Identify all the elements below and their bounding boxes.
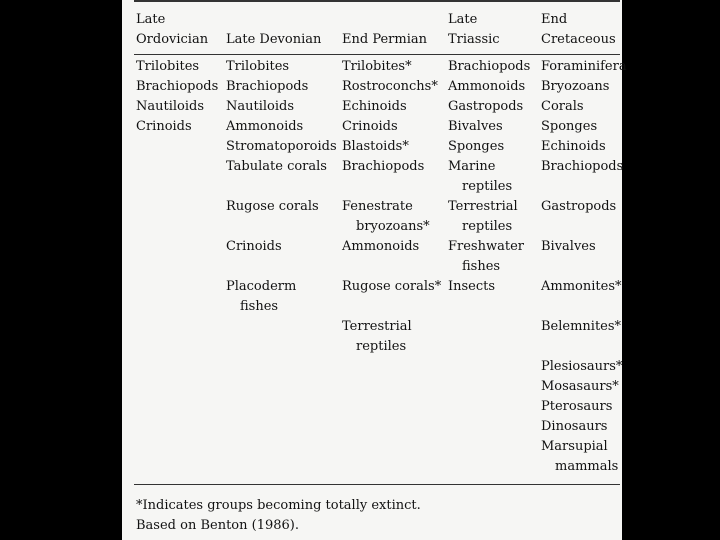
list-item: Marine — [448, 159, 496, 174]
header-line: Late — [136, 12, 166, 27]
list-item: Belemnites* — [541, 319, 622, 334]
spacer — [342, 257, 441, 277]
header-end-cretaceous — [541, 10, 616, 50]
list-item: Insects — [448, 279, 496, 294]
list-item: Pterosaurs — [541, 399, 613, 414]
spacer — [342, 297, 441, 317]
list-item: Crinoids — [342, 119, 398, 134]
table-bottom-rule — [134, 484, 620, 485]
spacer — [541, 337, 627, 357]
spacer — [541, 177, 627, 197]
list-item: Freshwater — [448, 239, 524, 254]
footnote-source: Based on Benton (1986). — [136, 518, 299, 533]
list-item: Gastropods — [448, 99, 524, 114]
list-item: Echinoids — [342, 99, 407, 114]
list-item: Tabulate corals — [226, 159, 327, 174]
list-item: Brachiopods — [342, 159, 425, 174]
list-item: Gastropods — [541, 199, 617, 214]
list-item: bryozoans* — [356, 219, 430, 234]
list-item: Sponges — [541, 119, 598, 134]
list-item: Crinoids — [226, 239, 282, 254]
header-line: Late Devonian — [226, 32, 322, 47]
list-item: Ammonites* — [541, 279, 622, 294]
list-item: Placoderm — [226, 279, 297, 294]
header-line: End — [541, 12, 568, 27]
header-end-permian — [342, 10, 427, 50]
column-late-ordovician — [136, 57, 218, 137]
spacer — [342, 177, 441, 197]
list-item: Plesiosaurs* — [541, 359, 623, 374]
list-item: Sponges — [448, 139, 505, 154]
list-item: Crinoids — [136, 119, 192, 134]
list-item: Nautiloids — [226, 99, 295, 114]
spacer — [226, 177, 337, 197]
list-item: fishes — [462, 259, 501, 274]
list-item: Blastoids* — [342, 139, 409, 154]
list-item: Bivalves — [541, 239, 596, 254]
list-item: Brachiopods — [448, 59, 531, 74]
list-item: Bivalves — [448, 119, 503, 134]
header-line — [342, 10, 427, 30]
header-line: Triassic — [448, 32, 500, 47]
header-line: Ordovician — [136, 32, 209, 47]
document-page — [122, 0, 627, 540]
list-item: reptiles — [462, 219, 513, 234]
list-item: Trilobites* — [342, 59, 412, 74]
list-item: Corals — [541, 99, 584, 114]
list-item: Ammonoids — [448, 79, 526, 94]
list-item: Terrestrial — [342, 319, 412, 334]
header-late-devonian — [226, 10, 321, 50]
column-late-devonian — [226, 57, 337, 317]
list-item: Nautiloids — [136, 99, 205, 114]
spacer — [541, 297, 627, 317]
list-item: Rugose corals* — [342, 279, 442, 294]
list-item: Brachiopods — [541, 159, 624, 174]
list-item: reptiles — [462, 179, 513, 194]
list-item: Brachiopods — [226, 79, 309, 94]
spacer — [541, 217, 627, 237]
list-item: Trilobites — [136, 59, 200, 74]
list-item: Marsupial — [541, 439, 608, 454]
list-item: Foraminifera — [541, 59, 627, 74]
list-item: Ammonoids — [342, 239, 420, 254]
spacer — [541, 257, 627, 277]
footnote-extinct: *Indicates groups becoming totally extinct. — [136, 498, 421, 513]
spacer — [226, 217, 337, 237]
list-item: Brachiopods — [136, 79, 219, 94]
header-line: Late — [448, 12, 478, 27]
column-end-cretaceous — [541, 57, 627, 477]
column-end-permian — [342, 57, 441, 357]
list-item: Trilobites — [226, 59, 290, 74]
list-item: reptiles — [356, 339, 407, 354]
list-item: Rostroconchs* — [342, 79, 438, 94]
spacer — [226, 257, 337, 277]
table-top-rule — [134, 0, 620, 2]
header-late-triassic — [448, 10, 500, 50]
list-item: Ammonoids — [226, 119, 304, 134]
header-line: End Permian — [342, 32, 427, 47]
header-late-ordovician — [136, 10, 208, 50]
list-item: mammals — [555, 459, 619, 474]
list-item: Dinosaurs — [541, 419, 608, 434]
column-late-triassic — [448, 57, 530, 297]
list-item: Rugose corals — [226, 199, 319, 214]
list-item: Echinoids — [541, 139, 606, 154]
list-item: Mosasaurs* — [541, 379, 619, 394]
list-item: Stromatoporoids — [226, 139, 337, 154]
list-item: Fenestrate — [342, 199, 413, 214]
header-rule — [134, 54, 620, 55]
header-line — [226, 10, 321, 30]
list-item: fishes — [240, 299, 279, 314]
list-item: Bryozoans — [541, 79, 610, 94]
header-line: Cretaceous — [541, 32, 616, 47]
list-item: Terrestrial — [448, 199, 518, 214]
